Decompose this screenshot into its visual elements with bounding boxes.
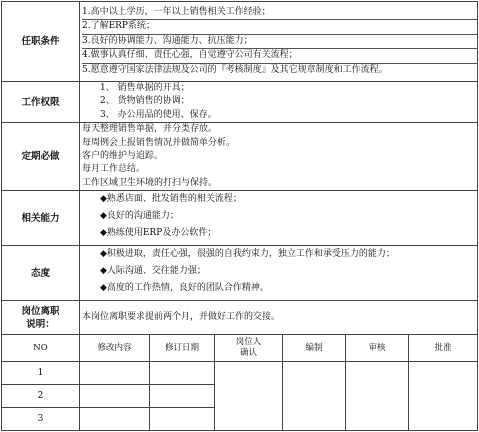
- editor-cell: [283, 362, 346, 431]
- abilities-label: 相关能力: [2, 191, 80, 246]
- row-number: 2: [2, 385, 80, 408]
- authority-line: 2、 货物销售的协调；: [100, 96, 190, 107]
- duty-line: 客户的维护与追踪。: [82, 150, 164, 161]
- resignation-row: [2, 301, 478, 335]
- authority-row: [2, 82, 478, 123]
- resignation-label-line2: 说明：: [26, 318, 55, 330]
- revision-content-cell: [80, 362, 150, 385]
- header-date: 修订日期: [150, 335, 215, 362]
- ability-line: ◆熟练使用ERP及办公软件；: [100, 227, 217, 238]
- attitude-line: ◆积极进取，责任心强，很强的自我约束力，独立工作和承受压力的能力；: [100, 248, 395, 259]
- qualification-line: 5.愿意遵守国家法律法规及公司的『考核制度』及其它规章制度和工作流程。: [82, 63, 477, 77]
- revision-date-cell: [150, 385, 215, 408]
- confirm-cell: [215, 362, 283, 431]
- abilities-content: [80, 191, 478, 246]
- qualification-line: 4.做事认真仔细、责任心强，自觉遵守公司有关流程；: [82, 48, 477, 62]
- review-cell: [346, 362, 409, 431]
- revision-content-cell: [80, 385, 150, 408]
- header-review: 审核: [346, 335, 409, 362]
- approve-cell: [409, 362, 478, 431]
- attitude-line: ◆人际沟通、交往能力强；: [100, 265, 206, 276]
- header-confirm-line2: 确认: [239, 348, 257, 359]
- revision-header-row: [2, 335, 478, 362]
- header-no: NO: [2, 335, 80, 362]
- resignation-label: [2, 301, 80, 335]
- header-editor: 编制: [283, 335, 346, 362]
- table-row: [2, 362, 478, 385]
- duty-line: 每周例会上报销售情况并做简单分析。: [82, 137, 236, 148]
- job-description-table: [1, 1, 478, 431]
- attitude-line: ◆高度的工作热情，良好的团队合作精神。: [100, 282, 269, 293]
- duty-line: 工作区域卫生环境的打扫与保持。: [82, 177, 218, 188]
- ability-line: ◆熟悉店面、批发销售的相关流程；: [100, 193, 242, 204]
- header-content: 修改内容: [80, 335, 150, 362]
- qualification-line: 1.高中以上学历，一年以上销售相关工作经验；: [82, 7, 271, 18]
- qualifications-content: [80, 2, 478, 82]
- row-number: 1: [2, 362, 80, 385]
- attitude-content: [80, 246, 478, 301]
- attitude-label: 态度: [2, 246, 80, 301]
- header-confirm: [215, 335, 283, 362]
- revision-date-cell: [150, 362, 215, 385]
- duty-line: 每天整理销售单据，并分类存放。: [82, 124, 218, 135]
- qualification-line: 3.良好的协调能力、沟通能力、抗压能力；: [82, 34, 477, 48]
- abilities-row: [2, 191, 478, 246]
- authority-line: 3、 办公用品的使用、保存。: [100, 109, 217, 120]
- duty-line: 每月工作总结。: [82, 164, 146, 175]
- row-number: 3: [2, 408, 80, 431]
- qualifications-label: 任职条件: [2, 2, 80, 82]
- resignation-label-line1: 岗位离职: [21, 305, 60, 317]
- revision-date-cell: [150, 408, 215, 431]
- ability-line: ◆良好的沟通能力；: [100, 210, 179, 221]
- revision-content-cell: [80, 408, 150, 431]
- qualification-line: 2.了解ERP系统；: [82, 19, 477, 33]
- job-description-document: [1, 1, 477, 430]
- attitude-row: [2, 246, 478, 301]
- duties-content: [80, 123, 478, 191]
- duties-row: [2, 123, 478, 191]
- authority-line: 1、 销售单据的开具；: [100, 83, 190, 93]
- header-confirm-line1: 岗位人: [235, 337, 262, 348]
- header-approve: 批准: [409, 335, 478, 362]
- qualifications-row: [2, 2, 478, 82]
- authority-label: 工作权限: [2, 82, 80, 123]
- resignation-text: 本岗位离职要求提前两个月，并做好工作的交接。: [80, 301, 478, 335]
- duties-label: 定期必做: [2, 123, 80, 191]
- authority-content: [80, 82, 478, 123]
